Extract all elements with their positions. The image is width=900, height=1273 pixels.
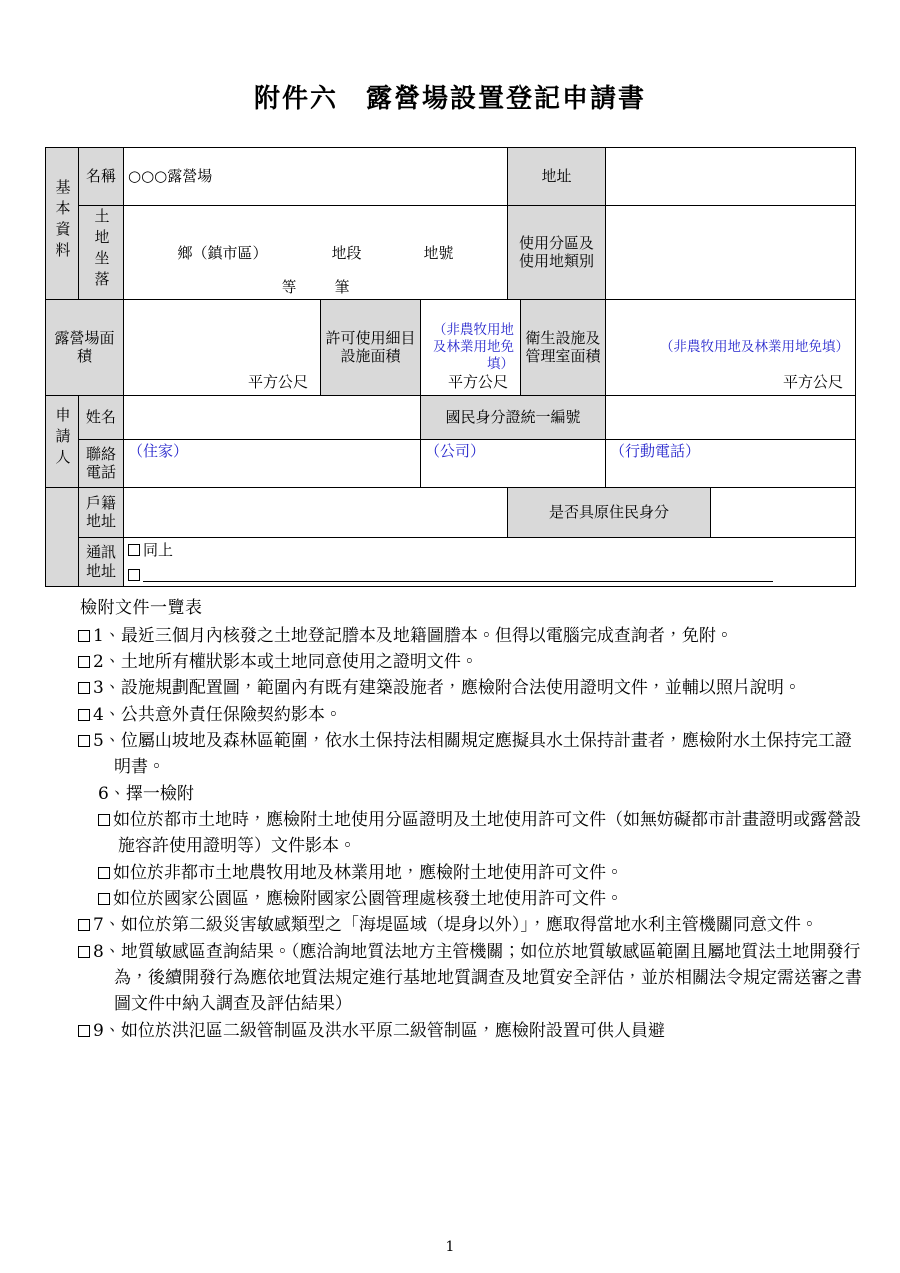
- checklist-subitem-text: 如位於非都市土地農牧用地及林業用地，應檢附土地使用許可文件。: [113, 862, 623, 883]
- checklist-item-number: 5、: [93, 730, 121, 751]
- mailing-other-option[interactable]: [128, 566, 851, 585]
- section-label-basic-text: 基本資料: [53, 179, 72, 263]
- checklist-item[interactable]: [78, 939, 868, 1018]
- checklist-item-text: 如位於第二級災害敏感類型之「海堤區域（堤身以外）」，應取得當地水利主管機關同意文件。: [120, 915, 818, 936]
- checklist-item-text: 位屬山坡地及森林區範圍，依水土保持法相關規定應擬具水土保持計畫者，應檢附水土保持完工證明書。: [114, 730, 852, 778]
- checklist-subitem-text: 如位於都市土地時，應檢附土地使用分區證明及土地使用許可文件（如無妨礙都市計畫證明或露營設施容許使用證明等）文件影本。: [113, 810, 861, 857]
- field-label-permit-facility-area: 許可使用細目設施面積: [321, 299, 421, 395]
- checklist-item-body: [78, 728, 868, 781]
- field-label-phone-text: 聯絡電話: [85, 444, 116, 482]
- field-value-indigenous[interactable]: [711, 487, 856, 537]
- mailing-other-input[interactable]: [143, 567, 773, 582]
- checkbox-icon[interactable]: [98, 893, 110, 905]
- checklist-item-text: 公共意外責任保險契約影本。: [120, 704, 342, 725]
- applicant-spacer-cell: [46, 487, 79, 587]
- field-value-mailing-address[interactable]: [124, 537, 856, 587]
- checklist-subitem[interactable]: [98, 886, 868, 912]
- checklist-item-body: [78, 1018, 868, 1044]
- mailing-same-label: 同上: [143, 540, 174, 559]
- checklist-heading: 檢附文件一覽表: [80, 598, 203, 619]
- field-value-applicant-name[interactable]: [124, 395, 421, 439]
- field-label-applicant-name: 姓名: [79, 395, 124, 439]
- page-title: 附件六 露營場設置登記申請書: [253, 84, 646, 114]
- field-label-name: 名稱: [79, 148, 124, 206]
- checklist-item-text: 如位於洪氾區二級管制區及洪水平原二級管制區，應檢附設置可供人員避: [120, 1020, 665, 1041]
- checklist-item-body: [78, 939, 868, 1018]
- checklist-subitem-body: [98, 807, 868, 860]
- field-value-household-address[interactable]: [124, 487, 508, 537]
- checklist-subitem[interactable]: [98, 860, 868, 886]
- checklist-item-body: [78, 675, 868, 701]
- land-location-section: 地段: [331, 244, 362, 262]
- checkbox-icon[interactable]: [78, 630, 90, 642]
- checkbox-icon[interactable]: [128, 569, 140, 581]
- field-label-zone: 使用分區及使用地類別: [508, 206, 606, 300]
- field-value-land-location[interactable]: [124, 206, 508, 300]
- section-label-applicant-text: 申請人: [53, 407, 72, 471]
- field-label-household-address: 戶籍地址: [79, 487, 124, 537]
- checklist-item-text: 地質敏感區查詢結果。（應洽詢地質法地方主管機關；如位於地質敏感區範圍且屬地質法土地開發行為，後續開發行為應依地質法規定進行基地地質調查及地質安全評估，並於相關法令規定需送審之書圖文件中納入調查及評估結果）: [114, 941, 862, 1015]
- table-row-land-location: [46, 206, 856, 300]
- checklist-subitem-body: [98, 886, 868, 912]
- field-label-land-location: [79, 206, 124, 300]
- phone-company-note: （公司）: [425, 441, 486, 460]
- field-value-name[interactable]: ○○○露營場: [124, 148, 508, 206]
- camp-area-unit: 平方公尺: [247, 373, 308, 391]
- checklist-item-number: 7、: [93, 915, 121, 936]
- field-label-land-location-text: 土地坐落: [92, 208, 111, 292]
- field-value-id-number[interactable]: [606, 395, 856, 439]
- checklist-item: [78, 781, 868, 807]
- checklist-item[interactable]: [78, 702, 868, 728]
- field-value-zone[interactable]: [606, 206, 856, 300]
- section-label-basic: [46, 148, 79, 300]
- phone-home-note: （住家）: [128, 441, 189, 460]
- phone-mobile-note: （行動電話）: [610, 441, 701, 460]
- checklist-item[interactable]: [78, 623, 868, 649]
- checklist-item-body: [78, 649, 868, 675]
- checklist-item-body: [78, 912, 868, 938]
- checklist-item-body: [78, 623, 868, 649]
- checkbox-icon[interactable]: [98, 814, 110, 826]
- sanitation-area-note: （非農牧用地及林業用地免填）: [660, 338, 850, 355]
- sanitation-area-unit: 平方公尺: [783, 373, 844, 391]
- field-value-permit-facility-area[interactable]: [421, 299, 521, 395]
- field-value-camp-area[interactable]: [124, 299, 321, 395]
- checklist-subitem-body: [98, 860, 868, 886]
- land-location-township: 鄉（鎮市區）: [177, 244, 268, 262]
- field-label-sanitation-area: 衛生設施及管理室面積: [521, 299, 606, 395]
- field-label-camp-area: 露營場面積: [46, 299, 124, 395]
- land-location-count-deng: 等: [281, 278, 297, 296]
- table-row-areas: [46, 299, 856, 395]
- land-location-line1: [128, 242, 503, 263]
- checkbox-icon[interactable]: [78, 682, 90, 694]
- field-value-sanitation-area[interactable]: [606, 299, 856, 395]
- table-row-phone: [46, 439, 856, 487]
- checklist-item[interactable]: [78, 675, 868, 701]
- checklist-item-number: 9、: [93, 1020, 121, 1041]
- attached-documents-checklist: [78, 595, 868, 1044]
- checkbox-icon[interactable]: [78, 656, 90, 668]
- field-label-address: 地址: [508, 148, 606, 206]
- checklist-item-text: 最近三個月內核發之土地登記謄本及地籍圖謄本。但得以電腦完成查詢者，免附。: [120, 625, 733, 646]
- checkbox-icon[interactable]: [78, 919, 90, 931]
- field-label-phone: [79, 439, 124, 487]
- field-value-phone-home[interactable]: [124, 439, 421, 487]
- field-label-id-number: 國民身分證統一編號: [421, 395, 606, 439]
- checklist-subitem[interactable]: [98, 807, 868, 860]
- table-row-applicant-name: [46, 395, 856, 439]
- checklist-item[interactable]: [78, 1018, 868, 1044]
- permit-facility-area-unit: 平方公尺: [448, 373, 509, 391]
- field-label-indigenous: 是否具原住民身分: [508, 487, 711, 537]
- table-row-mailing-address: [46, 537, 856, 587]
- land-location-parcel-no: 地號: [423, 244, 454, 262]
- checkbox-icon[interactable]: [78, 1025, 90, 1037]
- checklist-item-number: 1、: [93, 625, 121, 646]
- checklist-item-body: [78, 702, 868, 728]
- table-row-name: [46, 148, 856, 206]
- field-value-phone-mobile[interactable]: [606, 439, 856, 487]
- page-number: 1: [445, 1239, 455, 1255]
- checklist-item-number: 6、: [98, 783, 126, 804]
- table-row-household-address: [46, 487, 856, 537]
- checklist-item-body: [78, 781, 868, 807]
- permit-facility-area-note: （非農牧用地及林業用地免填）: [433, 321, 515, 372]
- field-label-mailing-address: 通訊地址: [79, 537, 124, 587]
- mailing-same-option[interactable]: [128, 541, 851, 560]
- land-location-line2: [124, 278, 507, 297]
- field-value-address[interactable]: [606, 148, 856, 206]
- checklist-item[interactable]: [78, 649, 868, 675]
- application-form-table: [45, 147, 856, 587]
- section-label-applicant: [46, 395, 79, 487]
- checklist-item-number: 4、: [93, 704, 121, 725]
- checklist-subitem-text: 如位於國家公園區，應檢附國家公園管理處核發土地使用許可文件。: [113, 889, 623, 910]
- checkbox-icon[interactable]: [78, 946, 90, 958]
- land-location-count-bi: 筆: [334, 278, 350, 296]
- checkbox-icon[interactable]: [78, 735, 90, 747]
- checklist-item[interactable]: [78, 728, 868, 781]
- field-value-phone-company[interactable]: [421, 439, 606, 487]
- checklist-item-text: 土地所有權狀影本或土地同意使用之證明文件。: [120, 651, 478, 672]
- checklist-item-number: 8、: [93, 941, 121, 962]
- checkbox-icon[interactable]: [128, 544, 140, 556]
- checklist-item[interactable]: [78, 912, 868, 938]
- checkbox-icon[interactable]: [98, 867, 110, 879]
- checkbox-icon[interactable]: [78, 709, 90, 721]
- checklist-item-text: 擇一檢附: [125, 783, 194, 804]
- checklist-item-number: 3、: [93, 678, 121, 699]
- checklist-item-text: 設施規劃配置圖，範圍內有既有建築設施者，應檢附合法使用證明文件，並輔以照片說明。: [120, 678, 801, 699]
- checklist-item-number: 2、: [93, 651, 121, 672]
